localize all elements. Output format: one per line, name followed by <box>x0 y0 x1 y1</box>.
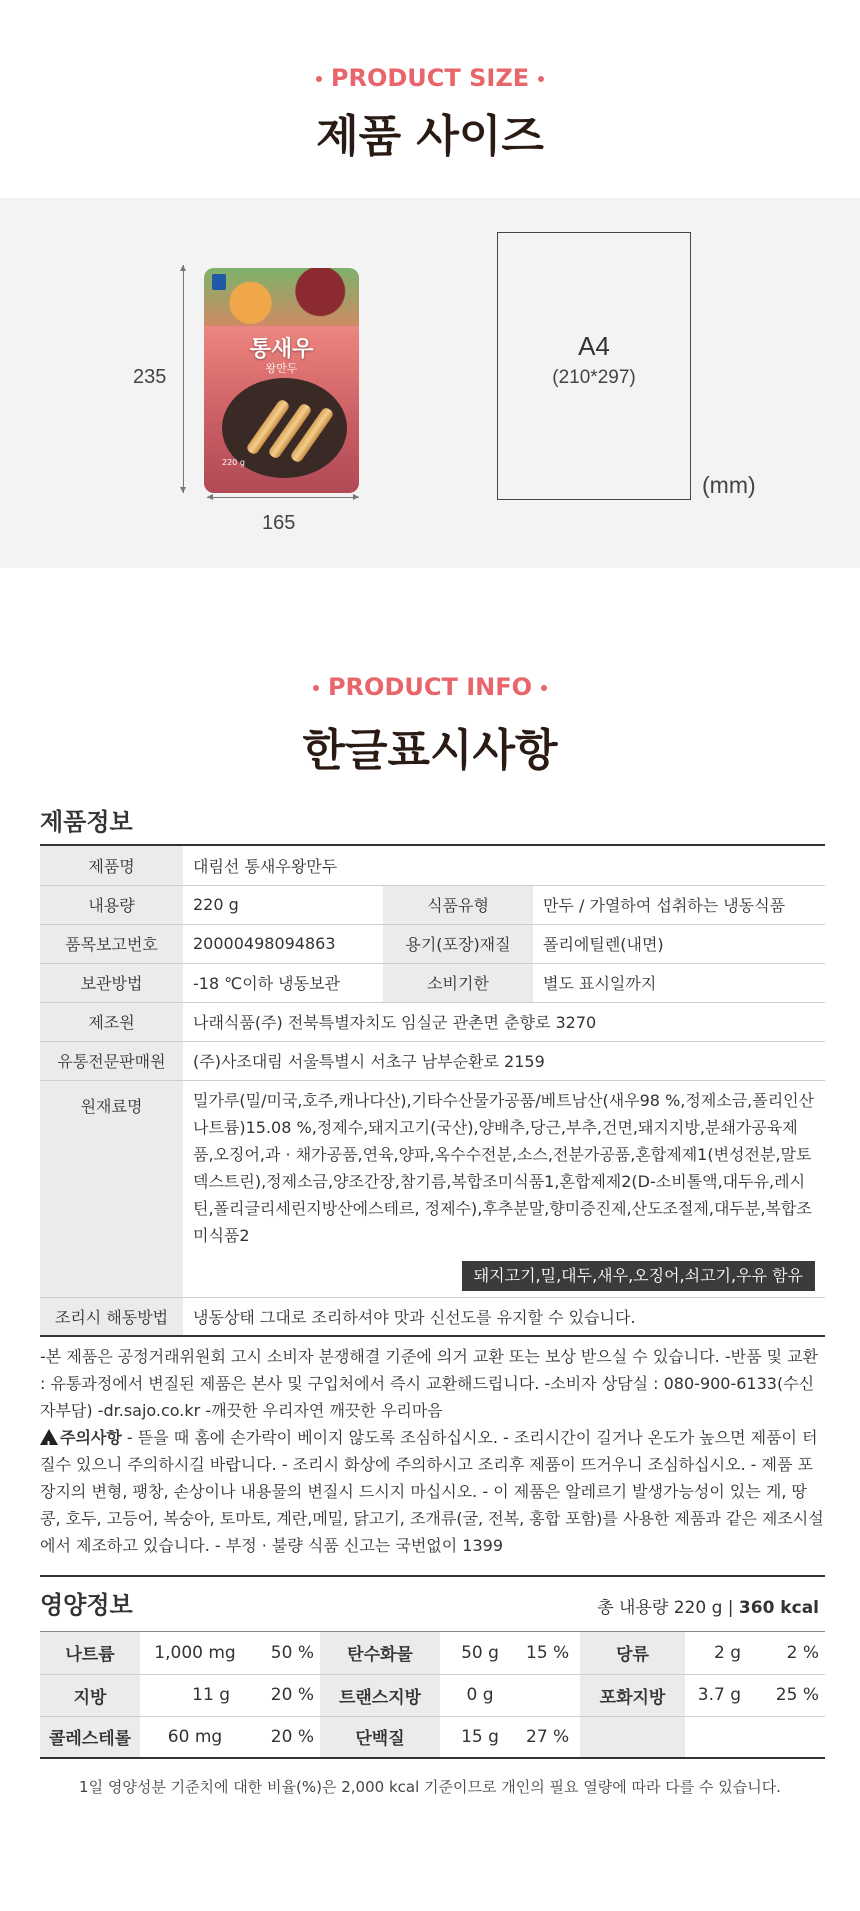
table-row <box>40 1632 825 1674</box>
a4-dimensions: (210*297) <box>552 367 636 388</box>
nutrient-label <box>580 1716 685 1758</box>
tag-dot-right <box>541 685 547 691</box>
nutrient-amount: 60 mg <box>140 1716 250 1758</box>
caution-title: 주의사항 <box>60 1428 122 1447</box>
width-label: 165 <box>262 512 296 534</box>
total-kcal: 360 kcal <box>738 1598 819 1618</box>
content-label: 내용량 <box>40 885 183 924</box>
nutrient-percent: 15 % <box>520 1632 580 1674</box>
nutrition-header <box>40 1585 825 1620</box>
table-row <box>40 1297 825 1336</box>
cooking-method-value: 냉동상태 그대로 조리하셔야 맛과 신선도를 유지할 수 있습니다. <box>183 1297 825 1336</box>
allergen-notice <box>193 1261 815 1291</box>
product-name-value: 대림선 통새우왕만두 <box>183 846 825 885</box>
distributor-value: (주)사조대림 서울특별시 서초구 남부순환로 2159 <box>183 1041 825 1080</box>
tag-dot-left <box>313 685 319 691</box>
ingredients-cell <box>183 1080 825 1297</box>
nutrient-percent <box>747 1716 825 1758</box>
ingredients-label: 원재료명 <box>40 1080 183 1297</box>
caution-notice <box>40 1424 825 1559</box>
width-dimension-line <box>207 497 359 498</box>
nutrient-label: 트랜스지방 <box>320 1674 440 1716</box>
product-size-tag-text: PRODUCT SIZE <box>330 64 530 92</box>
table-row <box>40 1716 825 1758</box>
package-name: 통새우 <box>249 337 314 362</box>
report-number-label: 품목보고번호 <box>40 924 183 963</box>
manufacturer-label: 제조원 <box>40 1002 183 1041</box>
product-info-tag <box>0 673 860 701</box>
package-weight: 220 g <box>222 458 245 467</box>
product-name-label: 제품명 <box>40 846 183 885</box>
product-size-tag <box>0 64 860 92</box>
food-type-value: 만두 / 가열하여 섭취하는 냉동식품 <box>533 885 825 924</box>
size-comparison-band <box>0 198 860 568</box>
expiry-value: 별도 표시일까지 <box>533 963 825 1002</box>
product-info-title: 한글표시사항 <box>302 725 558 776</box>
a4-reference-box <box>497 232 691 500</box>
nutrition-title: 영양정보 <box>40 1591 133 1619</box>
table-row <box>40 924 825 963</box>
report-number-value: 20000498094863 <box>183 924 383 963</box>
nutrient-label: 탄수화물 <box>320 1632 440 1674</box>
expiry-label: 소비기한 <box>383 963 533 1002</box>
brand-logo-icon <box>212 274 226 290</box>
table-row <box>40 1080 825 1297</box>
allergen-badge: 돼지고기,밀,대두,새우,오징어,쇠고기,우유 함유 <box>462 1261 815 1291</box>
a4-label: A4 <box>578 331 610 361</box>
nutrient-amount <box>685 1716 747 1758</box>
nutrient-percent: 27 % <box>520 1716 580 1758</box>
notice-block <box>40 1343 825 1559</box>
nutrient-amount: 50 g <box>440 1632 520 1674</box>
storage-label: 보관방법 <box>40 963 183 1002</box>
package-material-label: 용기(포장)재질 <box>383 924 533 963</box>
tag-dot-right <box>538 76 544 82</box>
nutrient-label: 단백질 <box>320 1716 440 1758</box>
nutrient-amount: 15 g <box>440 1716 520 1758</box>
caution-text: - 뜯을 때 홈에 손가락이 베이지 않도록 조심하십시오. - 조리시간이 길거나 온도가 높으면 제품이 터질수 있으니 주의하시길 바랍니다. - 조리시 화상에 주의하시고 조리후 제품이 뜨거우니 조심하십시오. - 제품 포장지의 변형, 팽창, 손상이나 내용물의 변질시 드시지 마십시오. - 이 제품은 알레르기 발생가능성이 있는 게, 땅콩, 호두, 고등어, 복숭아, 토마토, 계란,메밀, 닭고기, 조개류(굴, 전복, 홍합 포함)를 사용한 제품과 같은 제조시설에서 제조하고 있습니다. - 부정 · 불량 식품 신고는 국번없이 1399 <box>40 1428 824 1555</box>
nutrient-percent: 50 % <box>250 1632 320 1674</box>
nutrition-table <box>40 1632 825 1759</box>
package-top-art <box>204 268 359 326</box>
table-row <box>40 1002 825 1041</box>
height-dimension-line <box>183 265 184 493</box>
product-size-title: 제품 사이즈 <box>316 111 544 162</box>
product-info-table <box>40 846 825 1337</box>
content-value: 220 g <box>183 885 383 924</box>
nutrient-percent <box>520 1674 580 1716</box>
nutrient-label: 당류 <box>580 1632 685 1674</box>
distributor-label: 유통전문판매원 <box>40 1041 183 1080</box>
nutrient-amount: 0 g <box>440 1674 520 1716</box>
cooking-method-label: 조리시 해동방법 <box>40 1297 183 1336</box>
nutrient-label: 콜레스테롤 <box>40 1716 140 1758</box>
total-content: 총 내용량 220 g | <box>597 1598 739 1618</box>
storage-value: -18 ℃이하 냉동보관 <box>183 963 383 1002</box>
consumer-notice: -본 제품은 공정거래위원회 고시 소비자 분쟁해결 기준에 의거 교환 또는 보상 받으실 수 있습니다. -반품 및 교환 : 유통과정에서 변질된 제품은 본사 및 구입처에서 즉시 교환해드립니다. -소비자 상담실 : 080-900-6133(수신자부담) -dr.sajo.co.kr -깨끗한 우리자연 깨끗한 우리마음 <box>40 1347 819 1420</box>
product-info-subhead: 제품정보 <box>40 808 133 836</box>
nutrient-amount: 3.7 g <box>685 1674 747 1716</box>
nutrition-footnote: 1일 영양성분 기준치에 대한 비율(%)은 2,000 kcal 기준이므로 개인의 필요 열량에 따라 다를 수 있습니다. <box>79 1778 781 1796</box>
nutrition-total <box>597 1593 819 1618</box>
nutrient-amount: 1,000 mg <box>140 1632 250 1674</box>
nutrient-amount: 2 g <box>685 1632 747 1674</box>
tag-dot-left <box>316 76 322 82</box>
table-row <box>40 1674 825 1716</box>
nutrient-percent: 20 % <box>250 1716 320 1758</box>
nutrient-label: 나트륨 <box>40 1632 140 1674</box>
nutrient-label: 지방 <box>40 1674 140 1716</box>
height-label: 235 <box>133 366 167 388</box>
product-info-tag-text: PRODUCT INFO <box>327 673 533 701</box>
table-row <box>40 1041 825 1080</box>
table-row <box>40 963 825 1002</box>
package-material-value: 폴리에틸렌(내면) <box>533 924 825 963</box>
table-row <box>40 885 825 924</box>
nutrient-amount: 11 g <box>140 1674 250 1716</box>
warning-icon <box>40 1429 58 1445</box>
manufacturer-value: 나래식품(주) 전북특별자치도 임실군 관촌면 춘향로 3270 <box>183 1002 825 1041</box>
food-type-label: 식품유형 <box>383 885 533 924</box>
nutrient-percent: 2 % <box>747 1632 825 1674</box>
nutrient-label: 포화지방 <box>580 1674 685 1716</box>
nutrition-top-rule <box>40 1575 825 1577</box>
package-subname: 왕만두 <box>265 362 298 375</box>
table-row <box>40 846 825 885</box>
nutrient-percent: 25 % <box>747 1674 825 1716</box>
unit-label: (mm) <box>702 472 756 498</box>
ingredients-value: 밀가루(밀/미국,호주,캐나다산),기타수산물가공품/베트남산(새우98 %,정제소금,폴리인산나트륨)15.08 %,정제수,돼지고기(국산),양배추,당근,부추,건면,돼지지방,분쇄가공육제품,오징어,과 · 채가공품,연육,양파,옥수수전분,소스,전분가공품,혼합제제1(변성전분,말토덱스트린),정제소금,양조간장,참기름,복합조미식품1,혼합제제2(D-소비톨액,대두유,레시틴,폴리글리세린지방산에스테르, 정제수),후추분말,향미증진제,산도조절제,대두분,복합조미식품2 <box>193 1090 815 1245</box>
nutrient-percent: 20 % <box>250 1674 320 1716</box>
product-package-image <box>204 268 359 493</box>
